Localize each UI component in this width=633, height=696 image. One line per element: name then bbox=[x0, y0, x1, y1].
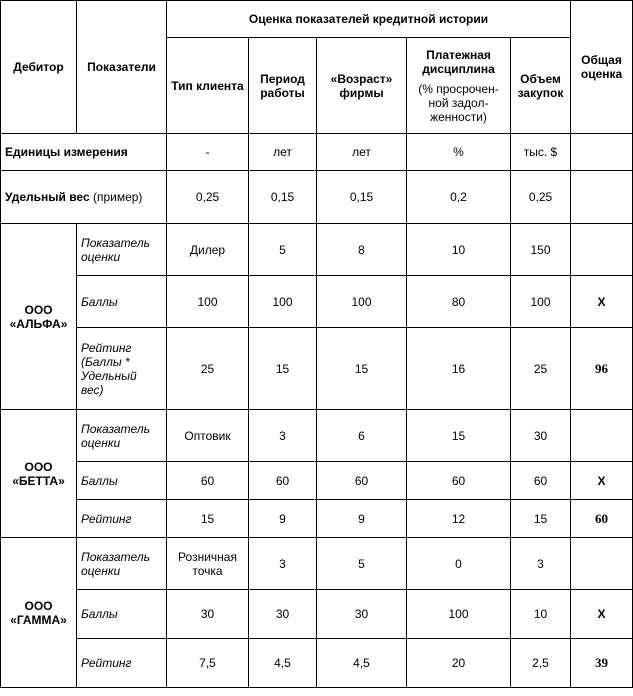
header-indicators: Показатели bbox=[77, 1, 167, 134]
table-row: Рейтинг 7,5 4,5 4,5 20 2,5 39 bbox=[1, 639, 633, 688]
row-label: Показатель оценки bbox=[77, 410, 167, 462]
header-payment bbox=[407, 38, 511, 134]
header-payment-note: (% просрочен-ной задол-женности) bbox=[418, 81, 499, 124]
total-mark: Х bbox=[571, 276, 633, 328]
table-row: Баллы 100 100 100 80 100 Х bbox=[1, 276, 633, 328]
units-cell: % bbox=[407, 134, 511, 171]
row-label: Рейтинг bbox=[77, 500, 167, 538]
header-client-type: Тип клиента bbox=[167, 38, 249, 134]
weight-cell: 0,2 bbox=[407, 171, 511, 224]
header-total: Общая оценка bbox=[571, 1, 633, 134]
total-score: 60 bbox=[571, 500, 633, 538]
table-row: Рейтинг (Баллы * Удельный вес) 25 15 15 16 25 96 bbox=[1, 328, 633, 410]
total-mark: Х bbox=[571, 590, 633, 639]
weight-cell: 0,15 bbox=[249, 171, 317, 224]
weight-cell: 0,25 bbox=[511, 171, 571, 224]
row-label: Баллы bbox=[77, 462, 167, 500]
total-score: 96 bbox=[571, 328, 633, 410]
table-row: Баллы 30 30 30 100 10 Х bbox=[1, 590, 633, 639]
units-cell: тыс. $ bbox=[511, 134, 571, 171]
table-row: Баллы 60 60 60 60 60 Х bbox=[1, 462, 633, 500]
company-name: ООО «ГАММА» bbox=[1, 538, 77, 688]
company-name: ООО «АЛЬФА» bbox=[1, 224, 77, 410]
table-row: Рейтинг 15 9 9 12 15 60 bbox=[1, 500, 633, 538]
total-score: 39 bbox=[571, 639, 633, 688]
weight-label: Удельный вес (пример) bbox=[1, 171, 167, 224]
row-label: Рейтинг (Баллы * Удельный вес) bbox=[77, 328, 167, 410]
table-row: ООО «БЕТТА» Показатель оценки Оптовик 3 6 15 30 bbox=[1, 410, 633, 462]
total-mark: Х bbox=[571, 462, 633, 500]
row-label: Показатель оценки bbox=[77, 224, 167, 276]
header-group: Оценка показателей кредитной истории bbox=[167, 1, 571, 38]
header-payment-title: Платежная дисциплина bbox=[422, 47, 495, 76]
weight-cell: 0,25 bbox=[167, 171, 249, 224]
table-row: ООО «АЛЬФА» Показатель оценки Дилер 5 8 10 150 bbox=[1, 224, 633, 276]
row-label: Баллы bbox=[77, 276, 167, 328]
row-label: Баллы bbox=[77, 590, 167, 639]
header-period: Период работы bbox=[249, 38, 317, 134]
row-label: Показатель оценки bbox=[77, 538, 167, 590]
units-cell: лет bbox=[317, 134, 407, 171]
header-volume: Объем закупок bbox=[511, 38, 571, 134]
header-age: «Возраст» фирмы bbox=[317, 38, 407, 134]
row-label: Рейтинг bbox=[77, 639, 167, 688]
company-name: ООО «БЕТТА» bbox=[1, 410, 77, 538]
table-row: ООО «ГАММА» Показатель оценки Розничная точка 3 5 0 3 bbox=[1, 538, 633, 590]
units-cell: лет bbox=[249, 134, 317, 171]
units-label: Единицы измерения bbox=[1, 134, 167, 171]
units-cell: - bbox=[167, 134, 249, 171]
weight-cell: 0,15 bbox=[317, 171, 407, 224]
header-debtor: Дебитор bbox=[1, 1, 77, 134]
